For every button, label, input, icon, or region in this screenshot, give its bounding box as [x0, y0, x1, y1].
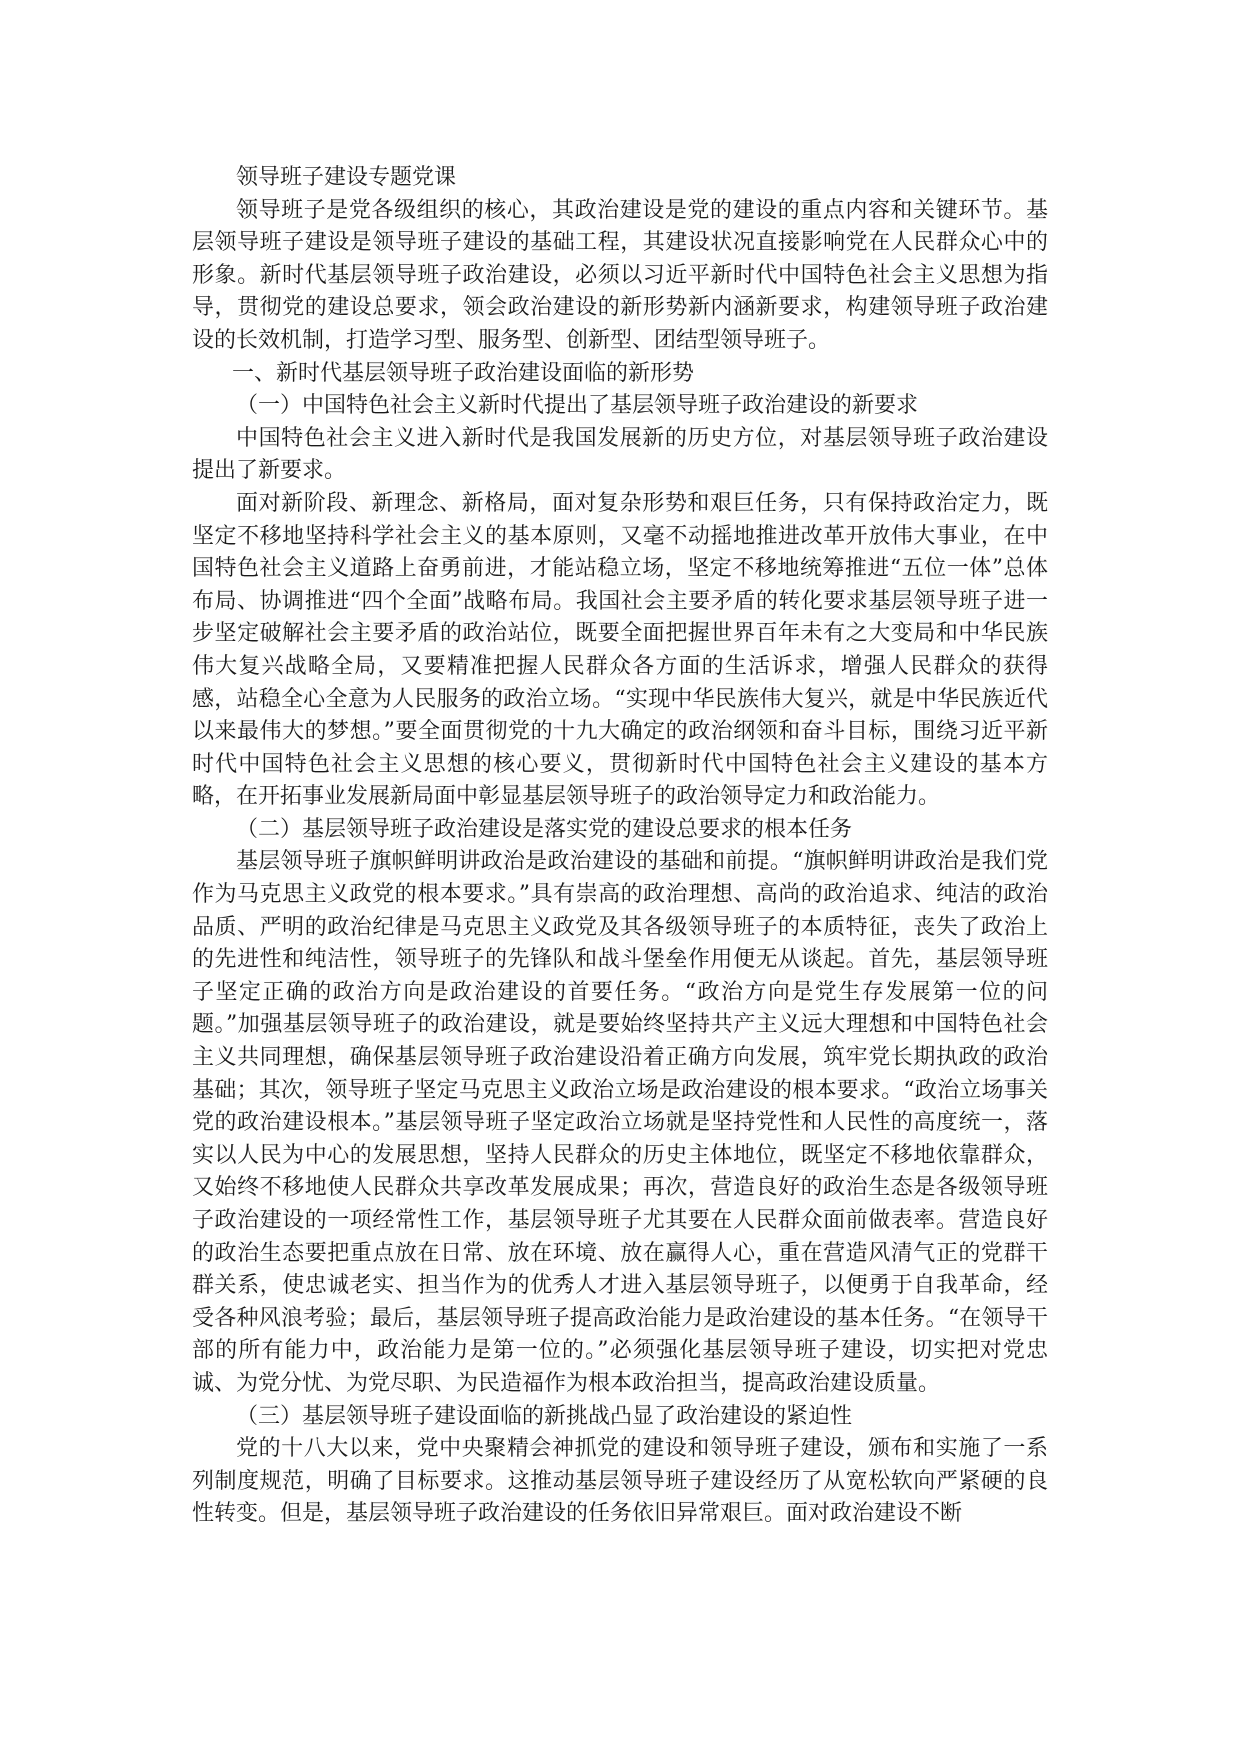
intro-paragraph: 领导班子是党各级组织的核心，其政治建设是党的建设的重点内容和关键环节。基层领导班子建设是领导班子建设的基础工程，其建设状况直接影响党在人民群众心中的形象。新时代基层领导班子政治建设，必须以习近平新时代中国特色社会主义思想为指导，贯彻党的建设总要求，领会政治建设的新形势新内涵新要求，构建领导班子政治建设的长效机制，打造学习型、服务型、创新型、团结型领导班子。 [192, 197, 1048, 353]
section-heading-1: 一、新时代基层领导班子政治建设面临的新形势 [232, 360, 695, 386]
body-paragraph: 党的十八大以来，党中央聚精会神抓党的建设和领导班子建设，颁布和实施了一系列制度规范，明确了目标要求。这推动基层领导班子建设经历了从宽松软向严紧硬的良性转变。但是，基层领导班子政治建设的任务依旧异常艰巨。面对政治建设不断 [192, 1436, 1048, 1527]
subsection-heading-1: （一）中国特色社会主义新时代提出了基层领导班子政治建设的新要求 [236, 393, 919, 419]
body-paragraph: 中国特色社会主义进入新时代是我国发展新的历史方位，对基层领导班子政治建设提出了新要求。 [192, 425, 1048, 484]
document-title: 领导班子建设专题党课 [236, 165, 457, 190]
body-paragraph: 基层领导班子旗帜鲜明讲政治是政治建设的基础和前提。“旗帜鲜明讲政治是我们党作为马克思主义政党的根本要求。”具有崇高的政治理想、高尚的政治追求、纯洁的政治品质、严明的政治纪律是马克思主义政党及其各级领导班子的本质特征，丧失了政治上的先进性和纯洁性，领导班子的先锋队和战斗堡垒作用便无从谈起。首先，基层领导班子坚定正确的政治方向是政治建设的首要任务。“政治方向是党生存发展第一位的问题。”加强基层领导班子的政治建设，就是要始终坚持共产主义远大理想和中国特色社会主义共同理想，确保基层领导班子政治建设沿着正确方向发展，筑牢党长期执政的政治基础；其次，领导班子坚定马克思主义政治立场是政治建设的根本要求。“政治立场事关党的政治建设根本。”基层领导班子坚定政治立场就是坚持党性和人民性的高度统一，落实以人民为中心的发展思想，坚持人民群众的历史主体地位，既坚定不移地依靠群众，又始终不移地使人民群众共享改革发展成果；再次，营造良好的政治生态是各级领导班子政治建设的一项经常性工作，基层领导班子尤其要在人民群众面前做表率。营造良好的政治生态要把重点放在日常、放在环境、放在赢得人心，重在营造风清气正的党群干群关系，使忠诚老实、担当作为的优秀人才进入基层领导班子，以便勇于自我革命，经受各种风浪考验；最后，基层领导班子提高政治能力是政治建设的基本任务。“在领导干部的所有能力中，政治能力是第一位的。”必须强化基层领导班子建设，切实把对党忠诚、为党分忧、为党尽职、为民造福作为根本政治担当，提高政治建设质量。 [192, 849, 1048, 1396]
body-paragraph: 面对新阶段、新理念、新格局，面对复杂形势和艰巨任务，只有保持政治定力，既坚定不移地坚持科学社会主义的基本原则，又毫不动摇地推进改革开放伟大事业，在中国特色社会主义道路上奋勇前进，才能站稳立场，坚定不移地统筹推进“五位一体”总体布局、协调推进“四个全面”战略布局。我国社会主要矛盾的转化要求基层领导班子进一步坚定破解社会主要矛盾的政治站位，既要全面把握世界百年未有之大变局和中华民族伟大复兴战略全局，又要精准把握人民群众各方面的生活诉求，增强人民群众的获得感，站稳全心全意为人民服务的政治立场。“实现中华民族伟大复兴，就是中华民族近代以来最伟大的梦想。”要全面贯彻党的十九大确定的政治纲领和奋斗目标，围绕习近平新时代中国特色社会主义思想的核心要义，贯彻新时代中国特色社会主义建设的基本方略，在开拓事业发展新局面中彰显基层领导班子的政治领导定力和政治能力。 [192, 490, 1048, 810]
subsection-heading-2: （二）基层领导班子政治建设是落实党的建设总要求的根本任务 [236, 816, 853, 842]
subsection-heading-3: （三）基层领导班子建设面临的新挑战凸显了政治建设的紧迫性 [236, 1403, 853, 1429]
document-body [192, 162, 1048, 1531]
